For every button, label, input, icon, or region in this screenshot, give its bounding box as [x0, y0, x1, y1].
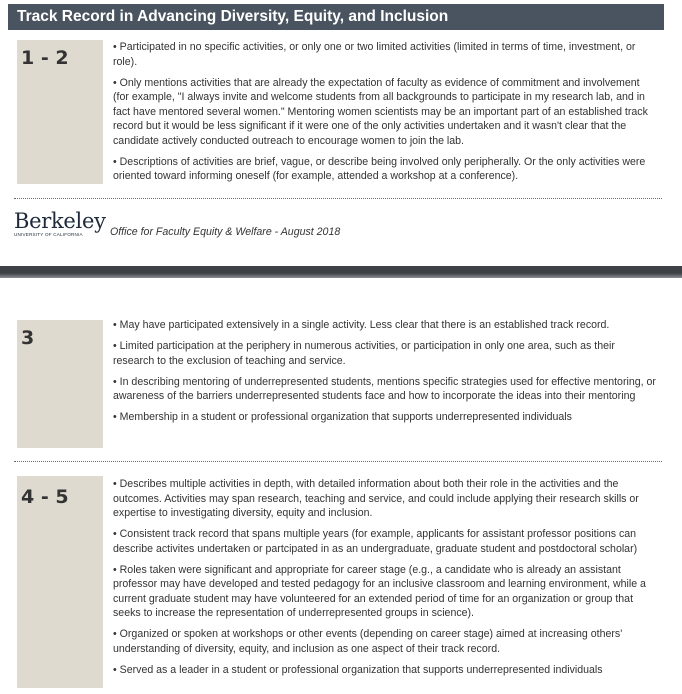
- bullet-list-3: [113, 318, 658, 431]
- bullet-item: • Served as a leader in a student or professional organization that supports underrepresented individuals: [113, 663, 658, 678]
- bullet-item: • Organized or spoken at workshops or other events (depending on career stage) aimed at increasing others' understanding of diversity, equity, and inclusion as one aspect of their track record.: [113, 627, 658, 656]
- score-label: 1 - 2: [21, 47, 69, 69]
- bullet-item: • Consistent track record that spans multiple years (for example, applicants for assistant professor positions can describe activites undertaken or partcipated in as an undergraduate, graduate student and postdoctoral scholar): [113, 527, 658, 556]
- logo-wordmark: Berkeley: [14, 209, 106, 233]
- score-box-3: [17, 320, 103, 448]
- bullet-item: • May have participated extensively in a single activity. Less clear that there is an established track record.: [113, 318, 658, 333]
- score-box-1-2: [17, 40, 103, 184]
- score-label: 4 - 5: [21, 486, 69, 508]
- bullet-item: • Roles taken were significant and appropriate for career stage (e.g., a candidate who is already an assistant professor may have developed and tested pedagogy for an inclusive classroom and learning environment, while a current graduate student may have volunteered for an extended period of time for an organization or group that seeks to increase the representation of underrepresented groups in science).: [113, 563, 658, 621]
- score-label: 3: [21, 327, 35, 349]
- score-box-4-5: [17, 476, 103, 688]
- bullet-item: • Membership in a student or professional organization that supports underrepresented individuals: [113, 410, 658, 425]
- footer-text: Office for Faculty Equity & Welfare - August 2018: [110, 226, 341, 238]
- section-divider: [14, 198, 662, 199]
- bullet-item: • Descriptions of activities are brief, vague, or describe being involved only peripherally. Or the only activities were oriented toward informing oneself (for example, attended a workshop at a conference).: [113, 155, 658, 184]
- section-divider: [14, 461, 662, 462]
- page-break: [0, 266, 682, 278]
- bullet-item: • Participated in no specific activities, or only one or two limited activities (limited in terms of time, investment, or role).: [113, 40, 658, 69]
- bullet-list-4-5: [113, 477, 658, 684]
- bullet-item: • Describes multiple activities in depth, with detailed information about both their role in the activities and the outcomes. Activities may span research, teaching and service, and could include applying their research skills or expertise to investigating diversity, equity and inclusion.: [113, 477, 658, 521]
- logo-subtitle: UNIVERSITY OF CALIFORNIA: [14, 232, 83, 237]
- page-title: Track Record in Advancing Diversity, Equity, and Inclusion: [8, 4, 664, 30]
- bullet-item: • In describing mentoring of underrepresented students, mentions specific strategies used for effective mentoring, or awareness of the barriers underrepresented students face and how to incorporate the ideas into their mentoring: [113, 375, 658, 404]
- bullet-list-1-2: [113, 40, 658, 190]
- berkeley-logo: [14, 209, 106, 238]
- bullet-item: • Only mentions activities that are already the expectation of faculty as evidence of commitment and involvement (for example, "I always invite and welcome students from all backgrounds to participate in my research lab, and in fact have mentored several women." Mentoring women scientists may be an important part of an established track record but it would be less significant if it were one of the only activities undertaken and it wasn't clear that the candidate actively conducted outreach to encourage women to join the lab.: [113, 76, 658, 149]
- bullet-item: • Limited participation at the periphery in numerous activities, or participation in only one area, such as their research to the exclusion of teaching and service.: [113, 339, 658, 368]
